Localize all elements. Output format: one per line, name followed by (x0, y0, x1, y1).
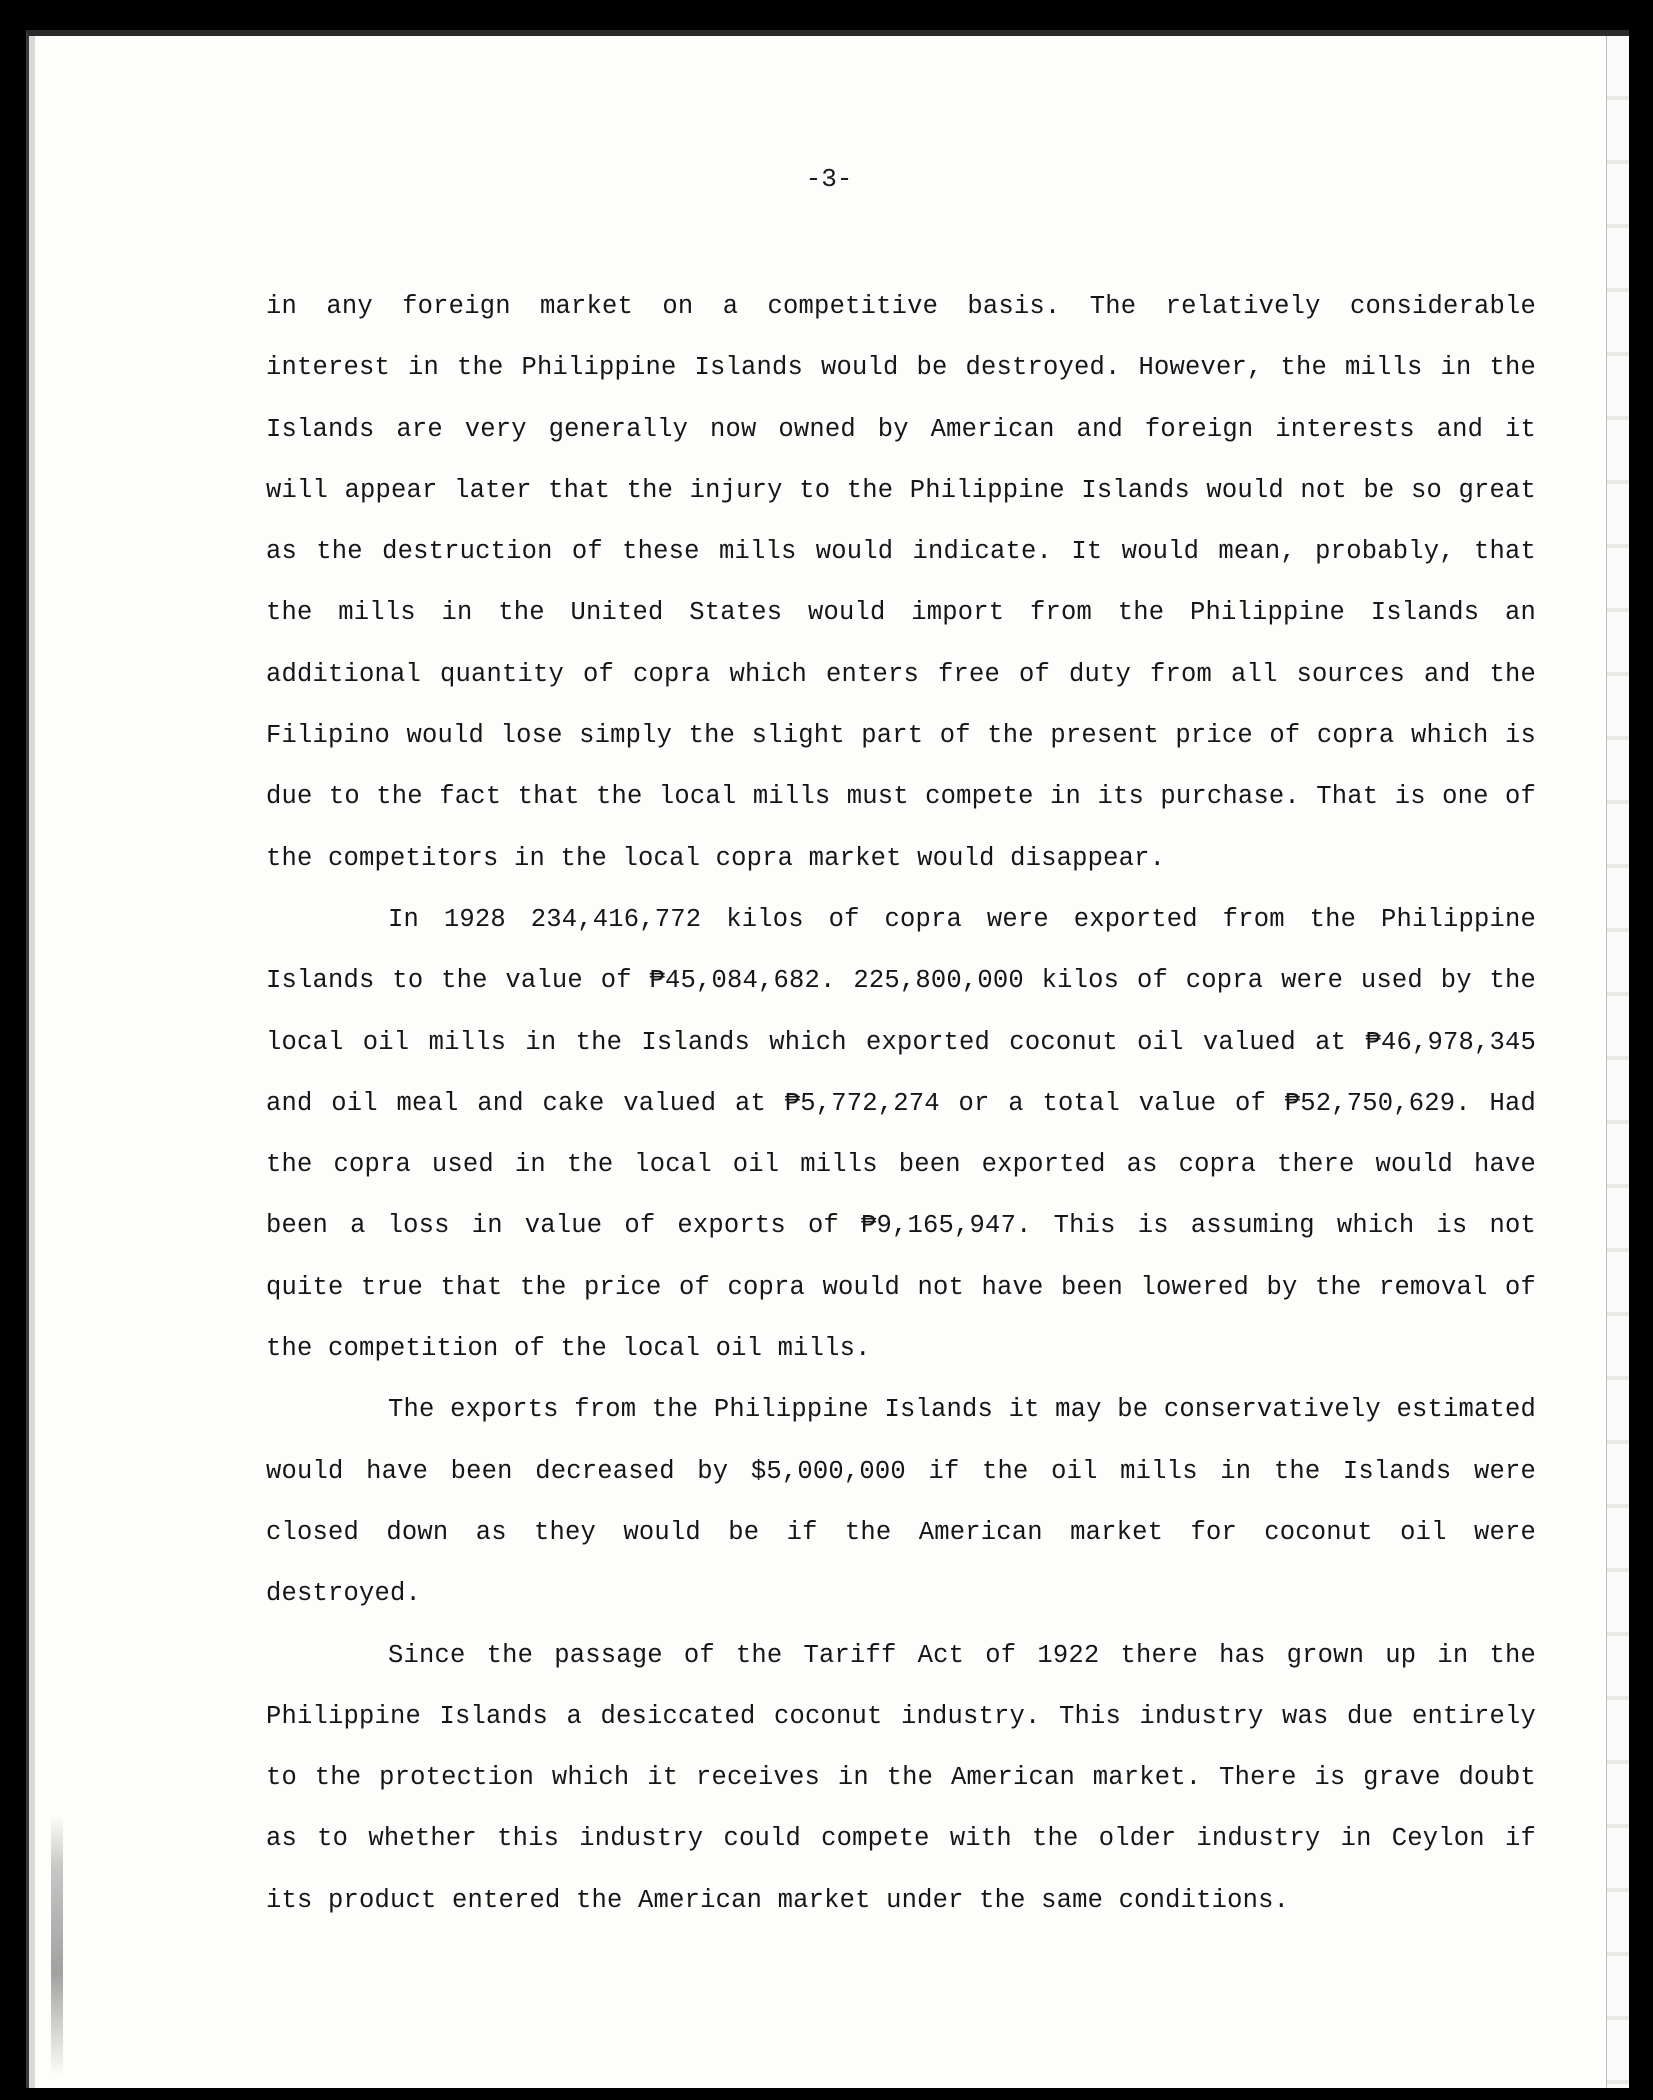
document-page (26, 30, 1629, 2088)
page-edge-shadow (1606, 36, 1629, 2088)
document-body (266, 276, 1536, 1931)
paragraph-2: In 1928 234,416,772 kilos of copra were exported from the Philippine Islands to the value of ₱45,084,682. 225,800,000 kilos of copra were used by the local oil mills in the Islands which exported coconut oil valued at ₱46,978,345 and oil meal and cake valued at ₱5,772,274 or a total value of ₱52,750,629. Had the copra used in the local oil mills been exported as copra there would have been a loss in value of exports of ₱9,165,947. This is assuming which is not quite true that the price of copra would not have been lowered by the removal of the competition of the local oil mills. (266, 904, 1536, 1364)
scan-smudge (51, 1816, 63, 2076)
paragraph-3: The exports from the Philippine Islands it may be conservatively estimated would have been decreased by $5,000,000 if the oil mills in the Islands were closed down as they would be if the American market for coconut oil were destroyed. (266, 1395, 1536, 1609)
paragraph-4: Since the passage of the Tariff Act of 1922 there has grown up in the Philippine Islands a desiccated coconut industry. This industry was due entirely to the protection which it receives in the American market. There is grave doubt as to whether this industry could compete with the older industry in Ceylon if its product entered the American market under the same conditions. (266, 1640, 1536, 1915)
paragraph-1: in any foreign market on a competitive basis. The relatively considerable interest in the Philippine Islands would be destroyed. However, the mills in the Islands are very generally now owned by American and foreign interests and it will appear later that the injury to the Philippine Islands would not be so great as the destruction of these mills would indicate. It would mean, probably, that the mills in the United States would import from the Philippine Islands an additional quantity of copra which enters free of duty from all sources and the Filipino would lose simply the slight part of the present price of copra which is due to the fact that the local mills must compete in its purchase. That is one of the competitors in the local copra market would disappear. (266, 292, 1536, 873)
page-number: -3- (805, 164, 853, 194)
